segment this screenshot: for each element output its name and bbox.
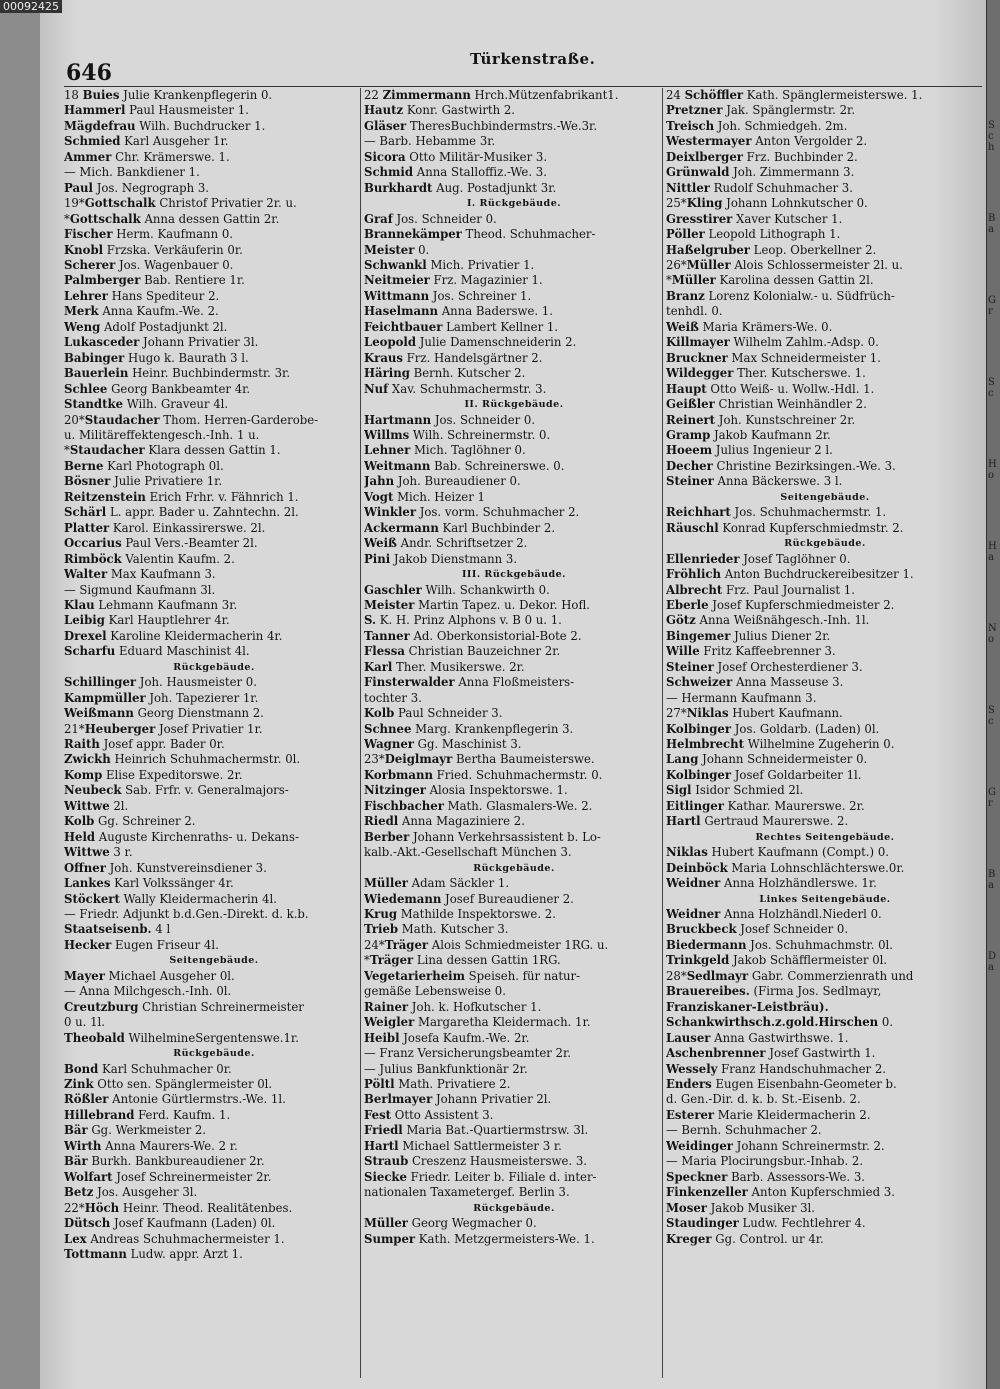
- directory-entry: Drexel Karoline Kleidermacherin 4r.: [64, 628, 283, 643]
- directory-entry: Betz Jos. Ausgeher 3l.: [64, 1185, 198, 1200]
- directory-entry: Vogt Mich. Heizer 1: [364, 489, 485, 504]
- directory-entry: Palmberger Bab. Rentiere 1r.: [64, 273, 245, 288]
- directory-entry: Tottmann Ludw. appr. Arzt 1.: [64, 1246, 243, 1261]
- edge-mark: Sc: [988, 705, 995, 727]
- directory-entry: Weitmann Bab. Schreinerswe. 0.: [364, 458, 565, 473]
- directory-entry: Weng Adolf Postadjunkt 2l.: [64, 319, 228, 334]
- directory-entry: 26*Müller Alois Schlossermeister 2l. u.: [666, 257, 903, 272]
- directory-entry: Lehrer Hans Spediteur 2.: [64, 288, 220, 303]
- directory-entry: Hartl Gertraud Maurerswe. 2.: [666, 814, 849, 829]
- directory-entry: Winkler Jos. vorm. Schuhmacher 2.: [364, 505, 580, 520]
- directory-entry: Hillebrand Ferd. Kaufm. 1.: [64, 1107, 231, 1122]
- directory-entry: Staatseisenb. 4 l: [64, 922, 171, 937]
- directory-entry: Schweizer Anna Masseuse 3.: [666, 675, 844, 690]
- directory-entry: Wirth Anna Maurers-We. 2 r.: [64, 1138, 238, 1153]
- directory-entry: Hecker Eugen Friseur 4l.: [64, 937, 219, 952]
- edge-mark: Gr: [988, 787, 996, 809]
- directory-entry: Müller Adam Säckler 1.: [364, 876, 510, 891]
- directory-entry: Weißmann Georg Dienstmann 2.: [64, 706, 264, 721]
- directory-entry: — Friedr. Adjunkt b.d.Gen.-Direkt. d. k.b.: [64, 907, 309, 922]
- directory-entry: Siecke Friedr. Leiter b. Filiale d. inter-: [364, 1169, 597, 1184]
- directory-entry: Dütsch Josef Kaufmann (Laden) 0l.: [64, 1216, 276, 1231]
- directory-entry: — Barb. Hebamme 3r.: [364, 134, 496, 149]
- subsection-heading: Rückgebäude.: [173, 661, 255, 673]
- directory-entry: Kraus Frz. Handelsgärtner 2.: [364, 350, 543, 365]
- directory-entry: 21*Heuberger Josef Privatier 1r.: [64, 721, 263, 736]
- edge-mark: Sc: [988, 377, 995, 399]
- directory-entry: Karl Ther. Musikerswe. 2r.: [364, 659, 525, 674]
- directory-entry: Knobl Frzska. Verkäuferin 0r.: [64, 242, 243, 257]
- directory-entry: kalb.-Akt.-Gesellschaft München 3.: [364, 845, 572, 860]
- directory-entry: Finkenzeller Anton Kupferschmied 3.: [666, 1185, 895, 1200]
- directory-entry: Pöltl Math. Privatiere 2.: [364, 1077, 511, 1091]
- column-3: [666, 88, 984, 1247]
- directory-entry: Eitlinger Kathar. Maurerswe. 2r.: [666, 798, 865, 813]
- directory-entry: Offner Joh. Kunstvereinsdiener 3.: [64, 860, 267, 875]
- subsection-heading: Rückgebäude.: [473, 862, 555, 874]
- column-1: [64, 88, 364, 1262]
- directory-entry: 0 u. 1l.: [64, 1015, 105, 1030]
- directory-entry: Weiß Andr. Schriftsetzer 2.: [364, 536, 528, 551]
- directory-entry: Platter Karol. Einkassirerswe. 2l.: [64, 520, 266, 535]
- edge-mark: Ba: [988, 869, 996, 891]
- directory-entry: Fest Otto Assistent 3.: [364, 1107, 494, 1122]
- directory-entry: Biedermann Jos. Schuhmachmstr. 0l.: [666, 937, 893, 952]
- directory-entry: Creutzburg Christian Schreinermeister: [64, 999, 304, 1014]
- directory-entry: Bösner Julie Privatiere 1r.: [64, 474, 223, 489]
- directory-entry: 22*Höch Heinr. Theod. Realitätenbes.: [64, 1200, 293, 1215]
- directory-entry: *Staudacher Klara dessen Gattin 1.: [64, 443, 281, 458]
- directory-entry: Pini Jakob Dienstmann 3.: [364, 551, 518, 566]
- edge-marks: [988, 120, 1000, 1033]
- directory-entry: Pretzner Jak. Spänglermstr. 2r.: [666, 103, 856, 118]
- directory-entry: Lehner Mich. Taglöhner 0.: [364, 443, 526, 458]
- directory-entry: Scharfu Eduard Maschinist 4l.: [64, 644, 250, 659]
- directory-entry: Schnee Marg. Krankenpflegerin 3.: [364, 721, 574, 736]
- directory-entry: Hammerl Paul Hausmeister 1.: [64, 103, 249, 118]
- directory-entry: Müller Georg Wegmacher 0.: [364, 1216, 537, 1231]
- directory-entry: Theobald WilhelmineSergentenswe.1r.: [64, 1030, 299, 1045]
- directory-entry: Bruckner Max Schneidermeister 1.: [666, 350, 881, 365]
- directory-entry: Trieb Math. Kutscher 3.: [364, 922, 509, 937]
- directory-entry: Weidner Anna Holzhändl.Niederl 0.: [666, 907, 882, 922]
- directory-entry: Walter Max Kaufmann 3.: [64, 567, 216, 582]
- directory-entry: Rainer Joh. k. Hofkutscher 1.: [364, 999, 542, 1014]
- directory-entry: Krug Mathilde Inspektorswe. 2.: [364, 907, 556, 922]
- directory-entry: Räuschl Konrad Kupferschmiedmstr. 2.: [666, 520, 904, 535]
- directory-entry: Westermayer Anton Vergolder 2.: [666, 134, 868, 149]
- directory-entry: Leopold Julie Damenschneiderin 2.: [364, 335, 577, 350]
- column-2: [364, 88, 664, 1247]
- directory-entry: Stöckert Wally Kleidermacherin 4l.: [64, 891, 277, 906]
- subsection-heading: Seitengebäude.: [169, 955, 259, 967]
- directory-entry: Brauereibes. (Firma Jos. Sedlmayr,: [666, 984, 882, 999]
- directory-entry: Raith Josef appr. Bader 0r.: [64, 737, 225, 752]
- directory-entry: Held Auguste Kirchenraths- u. Dekans-: [64, 829, 299, 844]
- directory-entry: Korbmann Fried. Schuhmachermstr. 0.: [364, 767, 603, 782]
- directory-entry: 18 Buies Julie Krankenpflegerin 0.: [64, 88, 273, 102]
- directory-entry: Aschenbrenner Josef Gastwirth 1.: [666, 1046, 876, 1061]
- directory-entry: Reichhart Jos. Schuhmachermstr. 1.: [666, 505, 887, 520]
- directory-entry: Trinkgeld Jakob Schäfflermeister 0l.: [666, 953, 888, 968]
- directory-entry: Götz Anna Weißnähgesch.-Inh. 1l.: [666, 613, 870, 628]
- edge-mark: Sch: [988, 120, 995, 153]
- directory-entry: Albrecht Frz. Paul Journalist 1.: [666, 582, 855, 597]
- directory-entry: Schmied Karl Ausgeher 1r.: [64, 134, 229, 149]
- directory-entry: 24 Schöffler Kath. Spänglermeisterswe. 1.: [666, 88, 923, 102]
- directory-entry: Lauser Anna Gastwirthswe. 1.: [666, 1030, 849, 1045]
- directory-entry: Kolb Paul Schneider 3.: [364, 706, 503, 721]
- directory-entry: Zwickh Heinrich Schuhmachermstr. 0l.: [64, 752, 301, 767]
- directory-entry: Meister Martin Tapez. u. Dekor. Hofl.: [364, 597, 590, 612]
- edge-mark: Ba: [988, 213, 996, 235]
- directory-entry: Gaschler Wilh. Schankwirth 0.: [364, 582, 550, 597]
- directory-entry: Heibl Josefa Kaufm.-We. 2r.: [364, 1030, 530, 1045]
- directory-entry: Scherer Jos. Wagenbauer 0.: [64, 257, 234, 272]
- directory-entry: — Hermann Kaufmann 3.: [666, 690, 817, 705]
- directory-entry: Ellenrieder Josef Taglöhner 0.: [666, 551, 851, 566]
- directory-entry: Willms Wilh. Schreinermstr. 0.: [364, 427, 551, 442]
- directory-entry: Paul Jos. Negrograph 3.: [64, 180, 210, 195]
- directory-entry: Wolfart Josef Schreinermeister 2r.: [64, 1169, 272, 1184]
- directory-entry: Bär Gg. Werkmeister 2.: [64, 1123, 207, 1138]
- directory-entry: Moser Jakob Musiker 3l.: [666, 1200, 816, 1215]
- subsection-heading: Rückgebäude.: [784, 538, 866, 550]
- directory-entry: Nuf Xav. Schuhmachermstr. 3.: [364, 381, 547, 396]
- directory-entry: Haupt Otto Weiß- u. Wollw.-Hdl. 1.: [666, 381, 875, 396]
- edge-mark: Gr: [988, 295, 996, 317]
- directory-entry: Treisch Joh. Schmiedgeh. 2m.: [666, 118, 848, 133]
- page-number: 646: [66, 60, 112, 86]
- directory-entry: Vegetarierheim Speiseh. für natur-: [364, 968, 581, 983]
- directory-entry: Kreger Gg. Control. ur 4r.: [666, 1231, 824, 1246]
- directory-entry: — Anna Milchgesch.-Inh. 0l.: [64, 984, 232, 999]
- directory-entry: — Julius Bankfunktionär 2r.: [364, 1061, 528, 1076]
- directory-entry: Schmid Anna Stalloffiz.-We. 3.: [364, 165, 547, 180]
- directory-entry: Berne Karl Photograph 0l.: [64, 458, 224, 473]
- directory-entry: *Träger Lina dessen Gattin 1RG.: [364, 953, 561, 968]
- directory-entry: u. Militäreffektengesch.-Inh. 1 u.: [64, 427, 260, 442]
- directory-entry: Hautz Konr. Gastwirth 2.: [364, 103, 516, 118]
- subsection-heading: Seitengebäude.: [780, 491, 870, 503]
- directory-entry: — Maria Plocirungsbur.-Inhab. 2.: [666, 1154, 864, 1169]
- directory-entry: Jahn Joh. Bureaudiener 0.: [364, 474, 521, 489]
- directory-entry: Schlee Georg Bankbeamter 4r.: [64, 381, 251, 396]
- directory-entry: Hoeem Julius Ingenieur 2 l.: [666, 443, 833, 458]
- directory-entry: Leibig Karl Hauptlehrer 4r.: [64, 613, 230, 628]
- directory-entry: Wildegger Ther. Kutscherswe. 1.: [666, 366, 866, 381]
- directory-entry: Bingemer Julius Diener 2r.: [666, 628, 831, 643]
- directory-entry: Weigler Margaretha Kleidermach. 1r.: [364, 1015, 591, 1030]
- edge-mark: No: [988, 623, 997, 645]
- directory-entry: Wiedemann Josef Bureaudiener 2.: [364, 891, 574, 906]
- directory-entry: Burkhardt Aug. Postadjunkt 3r.: [364, 180, 557, 195]
- directory-entry: Standtke Wilh. Graveur 4l.: [64, 397, 229, 412]
- directory-entry: Flessa Christian Bauzeichner 2r.: [364, 644, 561, 659]
- directory-entry: Branz Lorenz Kolonialw.- u. Südfrüch-: [666, 288, 895, 303]
- directory-entry: Fröhlich Anton Buchdruckereibesitzer 1.: [666, 567, 914, 582]
- directory-entry: Haselmann Anna Baderswe. 1.: [364, 304, 553, 319]
- directory-entry: Wessely Franz Handschuhmacher 2.: [666, 1061, 887, 1076]
- directory-entry: Nittler Rudolf Schuhmacher 3.: [666, 180, 853, 195]
- directory-entry: Gläser TheresBuchbindermstrs.-We.3r.: [364, 118, 598, 133]
- directory-entry: Weidinger Johann Schreinermstr. 2.: [666, 1138, 885, 1153]
- directory-entry: gemäße Lebensweise 0.: [364, 984, 506, 999]
- directory-entry: Killmayer Wilhelm Zahlm.-Adsp. 0.: [666, 335, 879, 350]
- directory-entry: Niklas Hubert Kaufmann (Compt.) 0.: [666, 845, 889, 860]
- directory-entry: Babinger Hugo k. Baurath 3 l.: [64, 350, 249, 365]
- directory-entry: tenhdl. 0.: [666, 304, 723, 319]
- directory-entry: Lankes Karl Volkssänger 4r.: [64, 876, 234, 891]
- directory-entry: Staudinger Ludw. Fechtlehrer 4.: [666, 1216, 866, 1231]
- directory-entry: Mägdefrau Wilh. Buchdrucker 1.: [64, 118, 266, 133]
- directory-entry: Helmbrecht Wilhelmine Zugeherin 0.: [666, 737, 895, 752]
- directory-entry: Riedl Anna Magaziniere 2.: [364, 814, 525, 829]
- subsection-heading: I. Rückgebäude.: [466, 198, 562, 210]
- directory-entry: Neitmeier Frz. Magazinier 1.: [364, 273, 543, 288]
- subsection-heading: Linkes Seitengebäude.: [759, 893, 891, 905]
- directory-entry: Deixlberger Frz. Buchbinder 2.: [666, 149, 858, 164]
- directory-entry: Lang Johann Schneidermeister 0.: [666, 752, 868, 767]
- adjacent-page-edge: [986, 0, 1000, 1389]
- directory-entry: tochter 3.: [364, 690, 422, 705]
- directory-entry: Wille Fritz Kaffeebrenner 3.: [666, 644, 836, 659]
- directory-entry: Schillinger Joh. Hausmeister 0.: [64, 675, 257, 690]
- directory-entry: Brannekämper Theod. Schuhmacher-: [364, 227, 596, 242]
- directory-entry: 24*Träger Alois Schmiedmeister 1RG. u.: [364, 937, 609, 952]
- directory-entry: Pöller Leopold Lithograph 1.: [666, 227, 841, 242]
- directory-entry: Häring Bernh. Kutscher 2.: [364, 366, 526, 381]
- directory-entry: — Mich. Bankdiener 1.: [64, 165, 200, 180]
- edge-mark: Ho: [988, 459, 997, 481]
- directory-entry: Hartl Michael Sattlermeister 3 r.: [364, 1138, 562, 1153]
- directory-entry: Esterer Marie Kleidermacherin 2.: [666, 1107, 871, 1122]
- directory-entry: Weiß Maria Krämers-We. 0.: [666, 319, 833, 334]
- subsection-heading: II. Rückgebäude.: [464, 399, 564, 411]
- directory-entry: Zink Otto sen. Spänglermeister 0l.: [64, 1077, 273, 1091]
- directory-entry: Gresstirer Xaver Kutscher 1.: [666, 211, 843, 226]
- directory-entry: Rimböck Valentin Kaufm. 2.: [64, 551, 235, 566]
- subsection-heading: Rückgebäude.: [473, 1202, 555, 1214]
- directory-entry: Bruckbeck Josef Schneider 0.: [666, 922, 849, 937]
- directory-entry: Kolbinger Jos. Goldarb. (Laden) 0l.: [666, 721, 880, 736]
- directory-entry: Haßelgruber Leop. Oberkellner 2.: [666, 242, 877, 257]
- directory-entry: Franziskaner-Leistbräu).: [666, 999, 829, 1014]
- directory-entry: Gramp Jakob Kaufmann 2r.: [666, 427, 831, 442]
- directory-entry: Lex Andreas Schuhmachermeister 1.: [64, 1231, 285, 1246]
- directory-entry: Schwankl Mich. Privatier 1.: [364, 257, 535, 272]
- directory-entry: Geißler Christian Weinhändler 2.: [666, 397, 867, 412]
- directory-entry: 22 Zimmermann Hrch.Mützenfabrikant1.: [364, 88, 619, 102]
- directory-entry: Rößler Antonie Gürtlermstrs.-We. 1l.: [64, 1092, 286, 1107]
- directory-entry: Graf Jos. Schneider 0.: [364, 211, 497, 226]
- directory-entry: Wagner Gg. Maschinist 3.: [364, 737, 522, 752]
- directory-entry: Kolbinger Josef Goldarbeiter 1l.: [666, 767, 862, 782]
- directory-entry: Reitzenstein Erich Frhr. v. Fähnrich 1.: [64, 489, 299, 504]
- directory-entry: Reinert Joh. Kunstschreiner 2r.: [666, 412, 856, 427]
- directory-entry: Bauerlein Heinr. Buchbindermstr. 3r.: [64, 366, 291, 381]
- edge-mark: Da: [988, 951, 997, 973]
- directory-entry: Kampmüller Joh. Tapezierer 1r.: [64, 690, 259, 705]
- directory-entry: Sicora Otto Militär-Musiker 3.: [364, 149, 548, 164]
- directory-entry: Steiner Josef Orchesterdiener 3.: [666, 659, 863, 674]
- scan-id: 00092425: [0, 0, 62, 13]
- directory-entry: *Gottschalk Anna dessen Gattin 2r.: [64, 211, 280, 226]
- directory-entry: d. Gen.-Dir. d. k. b. St.-Eisenb. 2.: [666, 1092, 861, 1107]
- directory-entry: Sigl Isidor Schmied 2l.: [666, 783, 804, 798]
- directory-entry: 28*Sedlmayr Gabr. Commerzienrath und: [666, 968, 914, 983]
- directory-entry: Wittwe 3 r.: [64, 845, 133, 860]
- directory-entry: Fischer Herm. Kaufmann 0.: [64, 227, 233, 242]
- directory-entry: Tanner Ad. Oberkonsistorial-Bote 2.: [364, 628, 582, 643]
- directory-entry: Ackermann Karl Buchbinder 2.: [364, 520, 556, 535]
- directory-entry: Finsterwalder Anna Floßmeisters-: [364, 675, 575, 690]
- directory-entry: Merk Anna Kaufm.-We. 2.: [64, 304, 219, 319]
- subsection-heading: III. Rückgebäude.: [461, 569, 566, 581]
- column-divider: [360, 88, 361, 1378]
- directory-entry: Sumper Kath. Metzgermeisters-We. 1.: [364, 1231, 595, 1246]
- edge-mark: Ha: [988, 541, 997, 563]
- directory-entry: Occarius Paul Vers.-Beamter 2l.: [64, 536, 258, 551]
- directory-entry: 23*Deiglmayr Bertha Baumeisterswe.: [364, 752, 595, 767]
- directory-entry: Hartmann Jos. Schneider 0.: [364, 412, 536, 427]
- directory-entry: Bond Karl Schuhmacher 0r.: [64, 1061, 232, 1076]
- directory-entry: nationalen Taxametergef. Berlin 3.: [364, 1185, 570, 1200]
- directory-entry: Berber Johann Verkehrsassistent b. Lo-: [364, 829, 601, 844]
- directory-entry: Schärl L. appr. Bader u. Zahntechn. 2l.: [64, 505, 299, 520]
- directory-entry: — Bernh. Schuhmacher 2.: [666, 1123, 822, 1138]
- directory-entry: Straub Creszenz Hausmeisterswe. 3.: [364, 1154, 588, 1169]
- directory-entry: Berlmayer Johann Privatier 2l.: [364, 1092, 552, 1107]
- directory-entry: — Sigmund Kaufmann 3l.: [64, 582, 216, 597]
- directory-entry: Ammer Chr. Krämerswe. 1.: [64, 149, 230, 164]
- directory-entry: 25*Kling Johann Lohnkutscher 0.: [666, 196, 868, 211]
- directory-entry: Schankwirthsch.z.gold.Hirschen 0.: [666, 1015, 894, 1030]
- directory-entry: Enders Eugen Eisenbahn-Geometer b.: [666, 1077, 897, 1091]
- directory-entry: Bär Burkh. Bankbureaudiener 2r.: [64, 1154, 265, 1169]
- directory-entry: Mayer Michael Ausgeher 0l.: [64, 968, 235, 983]
- directory-entry: 20*Staudacher Thom. Herren-Garderobe-: [64, 412, 319, 427]
- directory-entry: Wittmann Jos. Schreiner 1.: [364, 288, 532, 303]
- directory-entry: Kolb Gg. Schreiner 2.: [64, 814, 196, 829]
- directory-entry: Grünwald Joh. Zimmermann 3.: [666, 165, 855, 180]
- header-rule: [64, 86, 982, 87]
- directory-entry: Eberle Josef Kupferschmiedmeister 2.: [666, 597, 895, 612]
- directory-entry: Steiner Anna Bäckerswe. 3 l.: [666, 474, 843, 489]
- subsection-heading: Rechtes Seitengebäude.: [755, 831, 895, 843]
- directory-entry: 19*Gottschalk Christof Privatier 2r. u.: [64, 196, 297, 211]
- directory-entry: Klau Lehmann Kaufmann 3r.: [64, 597, 238, 612]
- column-divider: [662, 88, 663, 1378]
- directory-entry: Deinböck Maria Lohnschlächterswe.0r.: [666, 860, 905, 875]
- directory-entry: Nitzinger Alosia Inspektorswe. 1.: [364, 783, 568, 798]
- directory-entry: Komp Elise Expeditorswe. 2r.: [64, 767, 243, 782]
- directory-entry: Meister 0.: [364, 242, 430, 257]
- directory-entry: Friedl Maria Bat.-Quartiermstrsw. 3l.: [364, 1123, 589, 1138]
- directory-entry: Fischbacher Math. Glasmalers-We. 2.: [364, 798, 593, 813]
- directory-entry: Neubeck Sab. Frfr. v. Generalmajors-: [64, 783, 289, 798]
- directory-entry: S. K. H. Prinz Alphons v. B 0 u. 1.: [364, 613, 562, 628]
- directory-entry: — Franz Versicherungsbeamter 2r.: [364, 1046, 571, 1061]
- street-header: Türkenstraße.: [470, 50, 596, 68]
- directory-entry: *Müller Karolina dessen Gattin 2l.: [666, 273, 874, 288]
- directory-entry: Speckner Barb. Assessors-We. 3.: [666, 1169, 865, 1184]
- directory-entry: 27*Niklas Hubert Kaufmann.: [666, 706, 843, 721]
- subsection-heading: Rückgebäude.: [173, 1048, 255, 1060]
- directory-entry: Weidner Anna Holzhändlerswe. 1r.: [666, 876, 877, 891]
- directory-entry: Lukasceder Johann Privatier 3l.: [64, 335, 259, 350]
- directory-entry: Feichtbauer Lambert Kellner 1.: [364, 319, 559, 334]
- directory-entry: Decher Christine Bezirksingen.-We. 3.: [666, 458, 896, 473]
- directory-entry: Wittwe 2l.: [64, 798, 129, 813]
